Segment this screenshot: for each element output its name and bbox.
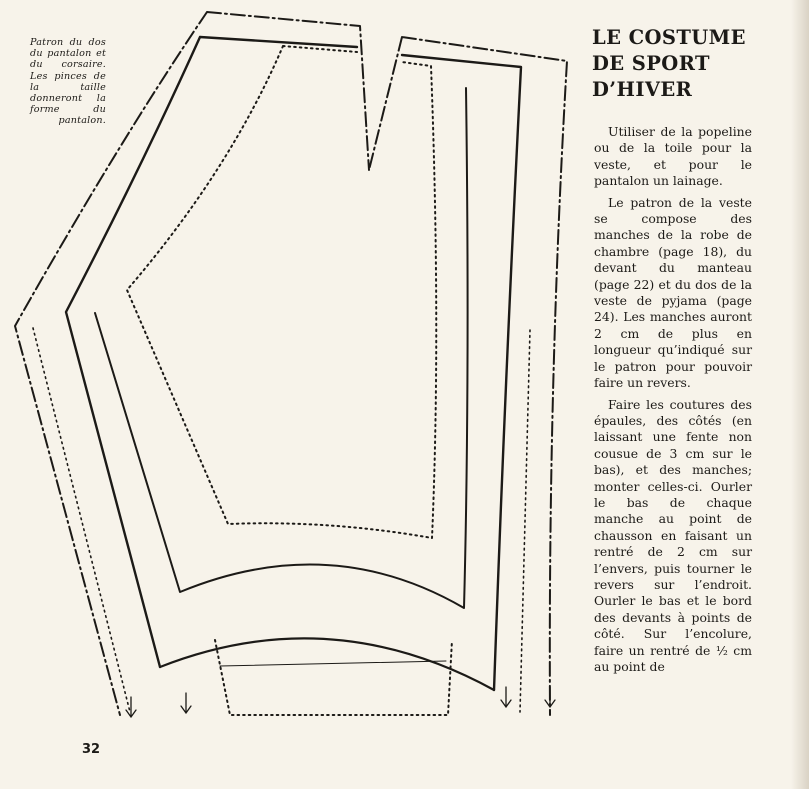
title-line-1: LE COSTUME [592,26,746,49]
grain-line [220,661,446,666]
stitch-line-right [402,55,521,690]
dotted-side-right [520,330,530,712]
hem-line [160,638,494,690]
page-number: 32 [82,742,101,757]
article-title [592,25,792,103]
down-arrow-icon [126,697,136,717]
down-arrow-icon [181,693,191,713]
paragraph-1: Utiliser de la popeline ou de la toile pour la veste, et pour le pantalon un lainage. [594,124,752,189]
title-line-3: D’HIVER [592,78,693,101]
book-gutter [791,0,809,789]
inner-line-left [95,88,468,608]
down-arrow-icon [545,687,555,707]
paragraph-2: Le patron de la veste se compose des manches de la robe de chambre (page 18), du devant du manteau (page 22) et du dos de la veste de pyjama (page 24). Les manches auront 2 cm de plus en longueur qu’indiqué sur le patron pour pouvoir faire un revers. [594,194,752,391]
figure-caption: Patron du dos du pantalon et du corsaire. Les pinces de la taille donneront la forme du pantalon. [30,37,106,127]
down-arrow-icon [501,687,511,707]
paragraph-3: Faire les coutures des épaules, des côtés (en laissant une fente non cousue de 3 cm sur le bas), et des manches; monter celles-ci. Ourler le bas de chaque manche au point de chausson en faisant un rentré de 2 cm sur l’envers, puis tourner le revers sur l’endroit. Ourler le bas et le bord des devants à points de côté. Sur l’encolure, faire un rentré de ½ cm au point de [594,396,752,674]
dotted-extension [215,640,452,715]
dotted-outline [127,46,436,538]
stitch-line-left [66,37,357,667]
article-body [594,124,752,680]
title-line-2: DE SPORT [592,52,710,75]
dotted-side [33,328,130,712]
